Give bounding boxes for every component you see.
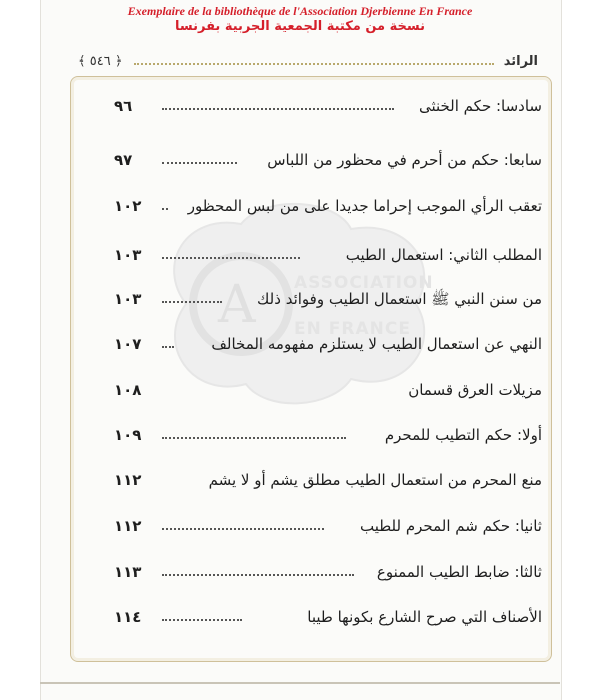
toc-entry-title: سابعا: حكم من أحرم في محظور من اللباس [267,151,542,169]
toc-entry [114,421,542,449]
toc-entry-title: النهي عن استعمال الطيب لا يستلزم مفهومه المخالف [211,335,542,353]
toc-entry [114,92,542,120]
toc-entry-title: المطلب الثاني: استعمال الطيب [345,246,542,264]
page-bottom-edge [40,682,560,684]
toc-entry-page: ١٠٣ [114,246,142,264]
toc-leader-dots [162,108,394,110]
library-stamp [0,4,600,35]
toc-entry-page: ١٠٩ [114,426,142,444]
toc-leader-dots [162,162,237,164]
toc-entry-title: منع المحرم من استعمال الطيب مطلق يشم أو لا يشم [208,471,542,489]
toc-leader-dots [162,208,168,210]
watermark-line-2: EN FRANCE [294,319,411,339]
toc-entry-page: ١٠٢ [114,197,142,215]
toc-entry-title: أولا: حكم التطيب للمحرم [384,426,542,444]
toc-leader-dots [162,437,346,439]
toc-entry-title: من سنن النبي ﷺ استعمال الطيب وفوائد ذلك [257,290,542,308]
page-number: ﴿ ٥٤٦ ﴾ [78,54,123,69]
toc-entry-page: ٩٦ [114,97,133,115]
toc-leader-dots [162,528,324,530]
toc-entry-page: ١١٣ [114,563,142,581]
toc-entry-title: مزيلات العرق قسمان [408,381,542,399]
library-stamp-arabic: نسخة من مكتبة الجمعية الجربية بفرنسا [175,19,425,34]
toc-leader-dots [162,346,174,348]
toc-entry [114,330,542,358]
toc-entry-title: ثانيا: حكم شم المحرم للطيب [360,517,542,535]
ornament-strip [134,63,494,67]
toc-entry [114,241,542,269]
toc-entry-title: الأصناف التي صرح الشارع بكونها طيبا [307,608,542,626]
toc-leader-dots [162,574,354,576]
toc-entry-page: ٩٧ [114,151,133,169]
svg-text:A: A [218,275,256,335]
toc-entry-page: ١٠٨ [114,381,142,399]
toc-entry [114,192,542,220]
toc-entry-title: سادسا: حكم الخنثى [418,97,542,115]
toc-entry [114,146,542,174]
toc-entry-page: ١٠٣ [114,290,142,308]
page-header [78,54,538,74]
toc-entry [114,285,542,313]
toc-leader-dots [162,619,242,621]
toc-entry [114,376,542,404]
library-stamp-french: Exemplaire de la bibliothèque de l'Association Djerbienne En France [127,4,473,18]
toc-entry-page: ١١٢ [114,471,142,489]
toc-entry [114,466,542,494]
toc-leader-dots [162,257,300,259]
toc-entry [114,512,542,540]
toc-entry [114,603,542,631]
toc-entry-title: تعقب الرأي الموجب إحراما جديدا على من لبس المحظور [187,197,542,215]
toc-entry-page: ١٠٧ [114,335,142,353]
toc-entry-title: ثالثا: ضابط الطيب الممنوع [376,563,542,581]
running-title: الرائد [503,54,538,69]
toc-entry-page: ١١٤ [114,608,142,626]
toc-entry [114,558,542,586]
toc-leader-dots [162,301,222,303]
toc-entry-page: ١١٢ [114,517,142,535]
watermark-line-1: ASSOCIATION [294,273,434,293]
